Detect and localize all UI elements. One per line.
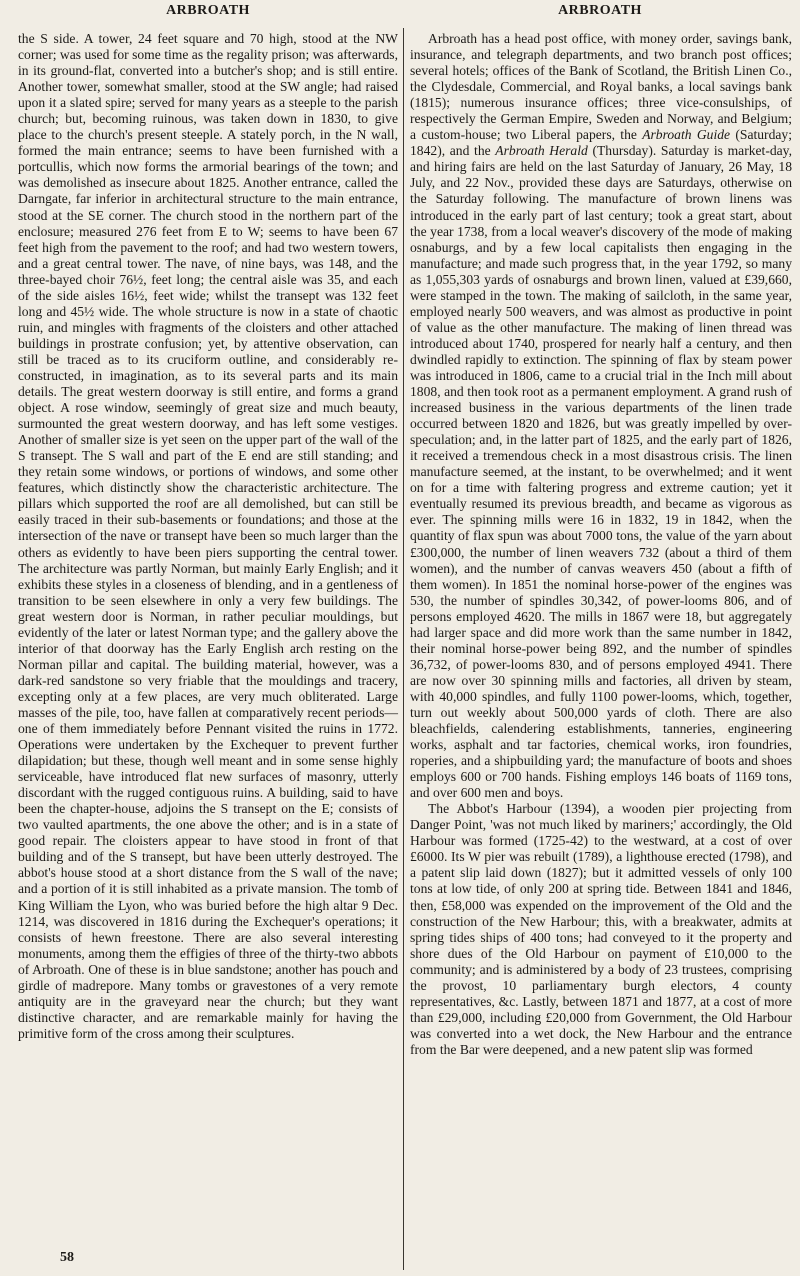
running-head-right: ARBROATH: [558, 3, 642, 18]
right-column-paragraph-town: [410, 31, 792, 801]
text-segment: (Thursday). Saturday is market-day, and hiring fairs are held on the last Saturday of January, 26 May, 18 July, and 22 Nov., provided these days are Saturdays, otherwise on the Saturday following. The manufacture of brown linens was introduced in the early part of last century; took a great start, about the year 1738, from a local weaver's discovery of the mode of making osnaburgs, and by a few local capitalists then engaging in the manufacture; and made such progress that, in the year 1792, so many as 1,055,303 yards of osnaburgs and brown linen, valued at £39,660, were stamped in the town. The making of sailcloth, in the same year, employed nearly 500 weavers, and was almost as productive in point of value as the other manufacture. The making of linen thread was introduced about 1740, prospered for nearly half a century, and then dwindled rapidly to extinction. The spinning of flax by steam power was introduced in 1806, came to a crucial trial in the Inch mill about 1808, and then took root as a permanent employment. A grand rush of increased business in the various departments of the linen trade occurred between 1820 and 1826, but was greatly impelled by over-speculation; and, in the latter part of 1825, and the early part of 1826, it received a tremendous check in a most disastrous crisis. The linen manufacture seemed, at the instant, to be overwhelmed; and it went on for a time with faltering progress and extreme caution; yet it eventually resumed its previous breadth, and became as vigorous as ever. The spinning mills were 16 in 1832, 19 in 1842, when the quantity of flax spun was about 7000 tons, the value of the yarn about £300,000, the number of linen weavers 732 (about a third of them women), and the number of canvas weavers 450 (about a fifth of them women). In 1851 the nominal horse-power of the engines was 530, the number of spindles 30,342, of power-looms 806, and of persons employed 4620. The mills in 1867 were 18, but aggregately had larger space and did more work than the same number in 1842, their nominal horse-power being 892, and the number of spindles 36,732, of power-looms 830, and of persons employed 4941. There are now over 30 spinning mills and factories, all driven by steam, with 40,000 spindles, and fully 1100 power-looms, which, together, turn out weekly about 500,000 yards of cloth. There are also bleachfields, calendering establishments, tanneries, engineering works, asphalt and tar factories, chemical works, iron foundries, roperies, and a shipbuilding yard; the manufacture of boots and shoes employs 600 or 700 hands. Fishing employs 146 boats of 1169 tons, and over 600 men and boys.: [410, 143, 792, 801]
text-segment: Arbroath has a head post office, with money order, savings bank, insurance, and telegraph departments, and two branch post offices; several hotels; offices of the Bank of Scotland, the British Linen Co., the Clydesdale, Commercial, and Royal banks, a local savings bank (1815); numerous insurance offices; three vice-consulships, of respectively the German Empire, Sweden and Norway, and Belgium; a custom-house; two Liberal papers, the: [410, 31, 792, 143]
column-divider: [403, 28, 404, 1270]
running-head-left: ARBROATH: [166, 3, 250, 18]
page-number: 58: [60, 1250, 74, 1265]
left-column-paragraph: the S side. A tower, 24 feet square and 70 high, stood at the NW corner; was used for some time as the regality prison; was afterwards, in its ground-flat, converted into a butcher's shop; and is still entire. Another tower, somewhat smaller, stood at the SW angle; had raised upon it a slated spire; served for many years as a steeple to the parish church; but, becoming ruinous, was taken down in 1830, to give place to the church's present steeple. A stately porch, in the N wall, formed the main entrance; seems to have been furnished with a portcullis, which now forms the armorial bearings of the town; and was demolished as insecure about 1825. Another entrance, called the Darngate, far inferior in architectural structure to the main entrance, stood at the SE corner. The church stood in the northern part of the enclosure; measured 276 feet from E to W; seems to have been 67 feet high from the pavement to the roof; and had two western towers, and a great central tower. The nave, of nine bays, was 148, and the three-bayed choir 76½, feet long; the central aisle was 35, and each of the side aisles 16½, feet wide; whilst the transept was 132 feet long and 45½ wide. The whole structure is now in a state of chaotic ruin, and mingles with fragments of the cloisters and other attached buildings in prostrate confusion; yet, by attentive observation, can still be traced as to its cruciform outline, and considerably re-constructed, in imagination, as to its several parts and its main details. The great western doorway is still entire, and forms a grand object. A rose window, seemingly of great size and much beauty, surmounted the great western doorway, and has left some vestiges. Another of smaller size is yet seen on the upper part of the wall of the S transept. The S wall and part of the E end are still standing; and they retain some windows, or portions of windows, and some other features, which distinctly show the characteristic architecture. The pillars which supported the roof are all demolished, but can still be easily traced in their sub-basements or foundations; and those at the intersection of the nave or transept have been so much larger than the others as evidently to have been piers supporting the central tower. The architecture was partly Norman, but mainly Early English; and it exhibits these styles in a closeness of blending, and in a gentleness of transition to be seen elsewhere in only a very few buildings. The great western door is Norman, in rather peculiar mouldings, but evidently of the later or latest Norman type; and the gallery above the interior of that doorway has the Early English arch resting on the Norman pillar and capital. The building material, however, was a dark-red sandstone so very friable that the mouldings and tracery, excepting only at a few places, are very much obliterated. Large masses of the pile, too, have fallen at comparatively recent periods—one of them immediately before Pennant visited the ruins in 1772. Operations were undertaken by the Exchequer to prevent further dilapidation; but these, though well meant and in some sense highly serviceable, have introduced flat new surfaces of masonry, utterly discordant with the rugged contiguous ruins. A building, said to have been the chapter-house, adjoins the S transept on the E; consists of two vaulted apartments, the one above the other; and is in a state of good repair. The cloisters appear to have stood in front of that building and of the S transept, but have been utterly destroyed. The abbot's house stood at a short distance from the S wall of the nave; and a portion of it is still inhabited as a private mansion. The tomb of King William the Lyon, who was buried before the high altar 9 Dec. 1214, was discovered in 1816 during the Exchequer's operations; it consists of hewn freestone. There are also several interesting monuments, among them the effigies of three of the thirty-two abbots of Arbroath. One of these is in blue sandstone; another has pouch and girdle of madrepore. Many tombs or gravestones of a very remote antiquity are in the graveyard near the church; but they want distinctive character, and are remarkable mainly for having the primitive form of the cross among their sculptures.: [18, 31, 398, 1041]
newspaper-title-guide: Arbroath Guide: [642, 127, 731, 143]
left-column: [18, 31, 398, 1042]
right-column: [410, 31, 792, 1058]
newspaper-title-herald: Arbroath Herald: [495, 143, 588, 159]
text-segment: (Saturday; 1842), and the: [410, 127, 792, 159]
right-column-paragraph-harbour: The Abbot's Harbour (1394), a wooden pier projecting from Danger Point, 'was not much liked by mariners;' accordingly, the Old Harbour was formed (1725-42) to the westward, at a cost of over £6000. Its W pier was rebuilt (1789), a lighthouse erected (1798), and a patent slip laid down (1827); but it admitted vessels of only 100 tons at low tide, of only 200 at spring tide. Between 1841 and 1846, then, £58,000 was expended on the improvement of the Old and the construction of the New Harbour; this, with a breakwater, admits at spring tides ships of 400 tons; had conveyed to it the property and shore dues of the Old Harbour on payment of £10,000 to the community; and is administered by a body of 23 trustees, comprising the provost, 10 parliamentary burgh electors, 4 county representatives, &c. Lastly, between 1871 and 1877, at a cost of more than £29,000, including £20,000 from Government, the Old Harbour was converted into a wet dock, the New Harbour and the entrance from the Bar were deepened, and a new patent slip was formed: [410, 801, 792, 1057]
